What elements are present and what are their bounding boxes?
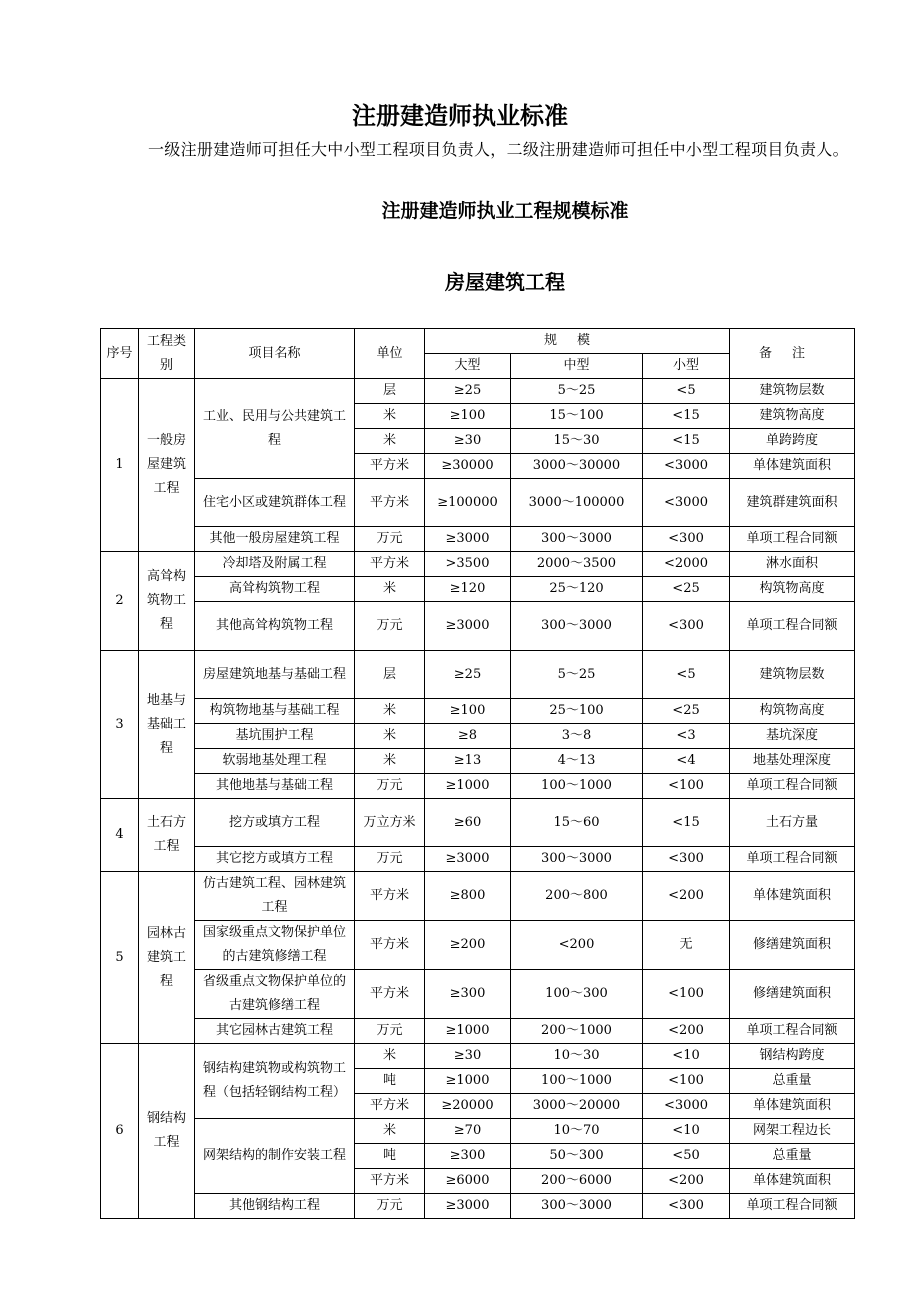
unit-cell: 万立方米 [355, 799, 425, 847]
small-cell: <2000 [643, 552, 730, 577]
large-cell: ≥6000 [425, 1169, 511, 1194]
group-seq: 2 [101, 552, 139, 651]
note-cell: 单体建筑面积 [730, 872, 855, 921]
header-name: 项目名称 [195, 329, 355, 379]
small-cell: <200 [643, 1019, 730, 1044]
note-cell: 修缮建筑面积 [730, 921, 855, 970]
item-name: 挖方或填方工程 [195, 799, 355, 847]
table-row [101, 479, 855, 527]
unit-cell: 平方米 [355, 1169, 425, 1194]
unit-cell: 平方米 [355, 479, 425, 527]
small-cell: <15 [643, 404, 730, 429]
note-cell: 网架工程边长 [730, 1119, 855, 1144]
small-cell: <15 [643, 429, 730, 454]
small-cell: <3000 [643, 1094, 730, 1119]
note-cell: 单项工程合同额 [730, 1194, 855, 1219]
large-cell: ≥30 [425, 1044, 511, 1069]
scale-standard-table [100, 328, 855, 1219]
group-category: 园林古建筑工程 [139, 872, 195, 1044]
item-name: 其他高耸构筑物工程 [195, 602, 355, 651]
small-cell: <5 [643, 651, 730, 699]
note-cell: 构筑物高度 [730, 577, 855, 602]
table-row [101, 970, 855, 1019]
large-cell: ≥60 [425, 799, 511, 847]
table-body [101, 329, 855, 1219]
medium-cell: 10～30 [511, 1044, 643, 1069]
large-cell: ≥25 [425, 379, 511, 404]
small-cell: <25 [643, 577, 730, 602]
table-row [101, 921, 855, 970]
small-cell: <100 [643, 1069, 730, 1094]
item-name: 其他钢结构工程 [195, 1194, 355, 1219]
unit-cell: 米 [355, 1044, 425, 1069]
note-cell: 单项工程合同额 [730, 847, 855, 872]
note-cell: 单项工程合同额 [730, 774, 855, 799]
large-cell: ≥100 [425, 404, 511, 429]
item-name: 房屋建筑地基与基础工程 [195, 651, 355, 699]
table-row [101, 1119, 855, 1144]
small-cell: <100 [643, 774, 730, 799]
unit-cell: 平方米 [355, 921, 425, 970]
table-row [101, 577, 855, 602]
item-name: 网架结构的制作安装工程 [195, 1119, 355, 1194]
table-row [101, 799, 855, 847]
item-name: 基坑围护工程 [195, 724, 355, 749]
intro-paragraph: 一级注册建造师可担任大中小型工程项目负责人，二级注册建造师可担任中小型工程项目负责人。 [148, 140, 849, 159]
small-cell: <3000 [643, 454, 730, 479]
large-cell: ≥3000 [425, 602, 511, 651]
item-name: 省级重点文物保护单位的古建筑修缮工程 [195, 970, 355, 1019]
medium-cell: 2000～3500 [511, 552, 643, 577]
large-cell: ≥300 [425, 1144, 511, 1169]
small-cell: <300 [643, 1194, 730, 1219]
unit-cell: 吨 [355, 1144, 425, 1169]
medium-cell: 3000～30000 [511, 454, 643, 479]
table-row [101, 602, 855, 651]
unit-cell: 米 [355, 699, 425, 724]
header-large: 大型 [425, 354, 511, 379]
small-cell: <200 [643, 1169, 730, 1194]
document-title: 注册建造师执业标准 [352, 101, 568, 130]
unit-cell: 平方米 [355, 872, 425, 921]
small-cell: <3 [643, 724, 730, 749]
small-cell: <300 [643, 527, 730, 552]
unit-cell: 米 [355, 724, 425, 749]
note-cell: 钢结构跨度 [730, 1044, 855, 1069]
large-cell: ≥100000 [425, 479, 511, 527]
unit-cell: 米 [355, 577, 425, 602]
header-small: 小型 [643, 354, 730, 379]
small-cell: <10 [643, 1044, 730, 1069]
note-cell: 淋水面积 [730, 552, 855, 577]
medium-cell: 25～120 [511, 577, 643, 602]
medium-cell: 4～13 [511, 749, 643, 774]
large-cell: ≥70 [425, 1119, 511, 1144]
table-row [101, 699, 855, 724]
note-cell: 总重量 [730, 1069, 855, 1094]
note-cell: 单项工程合同额 [730, 602, 855, 651]
large-cell: ≥3000 [425, 847, 511, 872]
table-row [101, 847, 855, 872]
note-cell: 土石方量 [730, 799, 855, 847]
table-row [101, 1044, 855, 1069]
unit-cell: 平方米 [355, 454, 425, 479]
large-cell: ≥30000 [425, 454, 511, 479]
unit-cell: 万元 [355, 527, 425, 552]
small-cell: <200 [643, 872, 730, 921]
note-cell: 单跨跨度 [730, 429, 855, 454]
unit-cell: 吨 [355, 1069, 425, 1094]
item-name: 住宅小区或建筑群体工程 [195, 479, 355, 527]
medium-cell: 15～30 [511, 429, 643, 454]
large-cell: ≥13 [425, 749, 511, 774]
table-row [101, 1019, 855, 1044]
unit-cell: 层 [355, 379, 425, 404]
table-row [101, 552, 855, 577]
unit-cell: 米 [355, 404, 425, 429]
unit-cell: 层 [355, 651, 425, 699]
medium-cell: 100～1000 [511, 1069, 643, 1094]
small-cell: <300 [643, 847, 730, 872]
medium-cell: <200 [511, 921, 643, 970]
large-cell: ≥800 [425, 872, 511, 921]
medium-cell: 300～3000 [511, 847, 643, 872]
group-category: 土石方工程 [139, 799, 195, 872]
unit-cell: 米 [355, 1119, 425, 1144]
note-cell: 建筑物层数 [730, 651, 855, 699]
item-name: 其它挖方或填方工程 [195, 847, 355, 872]
unit-cell: 米 [355, 429, 425, 454]
large-cell: ≥25 [425, 651, 511, 699]
note-cell: 基坑深度 [730, 724, 855, 749]
item-name: 高耸构筑物工程 [195, 577, 355, 602]
header-type: 工程类别 [139, 329, 195, 379]
medium-cell: 100～1000 [511, 774, 643, 799]
item-name: 冷却塔及附属工程 [195, 552, 355, 577]
table-title: 注册建造师执业工程规模标准 [381, 200, 629, 222]
header-note: 备注 [730, 329, 855, 379]
note-cell: 建筑物层数 [730, 379, 855, 404]
table-row [101, 774, 855, 799]
medium-cell: 300～3000 [511, 1194, 643, 1219]
medium-cell: 5～25 [511, 651, 643, 699]
table-row [101, 651, 855, 699]
small-cell: <15 [643, 799, 730, 847]
small-cell: <5 [643, 379, 730, 404]
medium-cell: 3000～100000 [511, 479, 643, 527]
large-cell: ≥20000 [425, 1094, 511, 1119]
note-cell: 单项工程合同额 [730, 1019, 855, 1044]
group-category: 地基与基础工程 [139, 651, 195, 799]
large-cell: ≥100 [425, 699, 511, 724]
item-name: 构筑物地基与基础工程 [195, 699, 355, 724]
large-cell: ≥300 [425, 970, 511, 1019]
medium-cell: 300～3000 [511, 527, 643, 552]
small-cell: <100 [643, 970, 730, 1019]
note-cell: 单体建筑面积 [730, 1169, 855, 1194]
note-cell: 建筑群建筑面积 [730, 479, 855, 527]
note-cell: 构筑物高度 [730, 699, 855, 724]
medium-cell: 3～8 [511, 724, 643, 749]
item-name: 软弱地基处理工程 [195, 749, 355, 774]
note-cell: 单体建筑面积 [730, 1094, 855, 1119]
item-name: 工业、民用与公共建筑工程 [195, 379, 355, 479]
group-seq: 3 [101, 651, 139, 799]
note-cell: 总重量 [730, 1144, 855, 1169]
unit-cell: 万元 [355, 602, 425, 651]
note-cell: 单体建筑面积 [730, 454, 855, 479]
note-cell: 单项工程合同额 [730, 527, 855, 552]
unit-cell: 万元 [355, 847, 425, 872]
table-row [101, 1194, 855, 1219]
group-seq: 1 [101, 379, 139, 552]
group-category: 一般房屋建筑工程 [139, 379, 195, 552]
large-cell: ≥3000 [425, 527, 511, 552]
group-category: 钢结构工程 [139, 1044, 195, 1219]
item-name: 其他一般房屋建筑工程 [195, 527, 355, 552]
medium-cell: 100～300 [511, 970, 643, 1019]
medium-cell: 15～100 [511, 404, 643, 429]
note-cell: 建筑物高度 [730, 404, 855, 429]
small-cell: <4 [643, 749, 730, 774]
unit-cell: 万元 [355, 1019, 425, 1044]
group-seq: 4 [101, 799, 139, 872]
header-unit: 单位 [355, 329, 425, 379]
large-cell: ≥30 [425, 429, 511, 454]
small-cell: <50 [643, 1144, 730, 1169]
item-name: 钢结构建筑物或构筑物工程（包括轻钢结构工程） [195, 1044, 355, 1119]
table-row [101, 379, 855, 404]
small-cell: 无 [643, 921, 730, 970]
unit-cell: 米 [355, 749, 425, 774]
large-cell: >3500 [425, 552, 511, 577]
table-row [101, 749, 855, 774]
medium-cell: 5～25 [511, 379, 643, 404]
unit-cell: 万元 [355, 1194, 425, 1219]
unit-cell: 平方米 [355, 1094, 425, 1119]
medium-cell: 300～3000 [511, 602, 643, 651]
item-name: 仿古建筑工程、园林建筑工程 [195, 872, 355, 921]
medium-cell: 200～1000 [511, 1019, 643, 1044]
table-row [101, 527, 855, 552]
header-seq: 序号 [101, 329, 139, 379]
group-seq: 5 [101, 872, 139, 1044]
table-row [101, 872, 855, 921]
large-cell: ≥1000 [425, 1069, 511, 1094]
large-cell: ≥120 [425, 577, 511, 602]
medium-cell: 10～70 [511, 1119, 643, 1144]
group-category: 高耸构筑物工程 [139, 552, 195, 651]
large-cell: ≥1000 [425, 1019, 511, 1044]
group-seq: 6 [101, 1044, 139, 1219]
header-scale: 规模 [425, 329, 730, 354]
unit-cell: 万元 [355, 774, 425, 799]
large-cell: ≥3000 [425, 1194, 511, 1219]
small-cell: <25 [643, 699, 730, 724]
unit-cell: 平方米 [355, 970, 425, 1019]
large-cell: ≥1000 [425, 774, 511, 799]
small-cell: <300 [643, 602, 730, 651]
item-name: 其它园林古建筑工程 [195, 1019, 355, 1044]
small-cell: <3000 [643, 479, 730, 527]
medium-cell: 200～800 [511, 872, 643, 921]
unit-cell: 平方米 [355, 552, 425, 577]
large-cell: ≥200 [425, 921, 511, 970]
item-name: 其他地基与基础工程 [195, 774, 355, 799]
medium-cell: 3000～20000 [511, 1094, 643, 1119]
header-medium: 中型 [511, 354, 643, 379]
medium-cell: 50～300 [511, 1144, 643, 1169]
medium-cell: 25～100 [511, 699, 643, 724]
medium-cell: 200～6000 [511, 1169, 643, 1194]
table-row [101, 724, 855, 749]
header-row [101, 329, 855, 354]
medium-cell: 15～60 [511, 799, 643, 847]
note-cell: 地基处理深度 [730, 749, 855, 774]
item-name: 国家级重点文物保护单位的古建筑修缮工程 [195, 921, 355, 970]
small-cell: <10 [643, 1119, 730, 1144]
large-cell: ≥8 [425, 724, 511, 749]
note-cell: 修缮建筑面积 [730, 970, 855, 1019]
section-title: 房屋建筑工程 [445, 270, 565, 294]
